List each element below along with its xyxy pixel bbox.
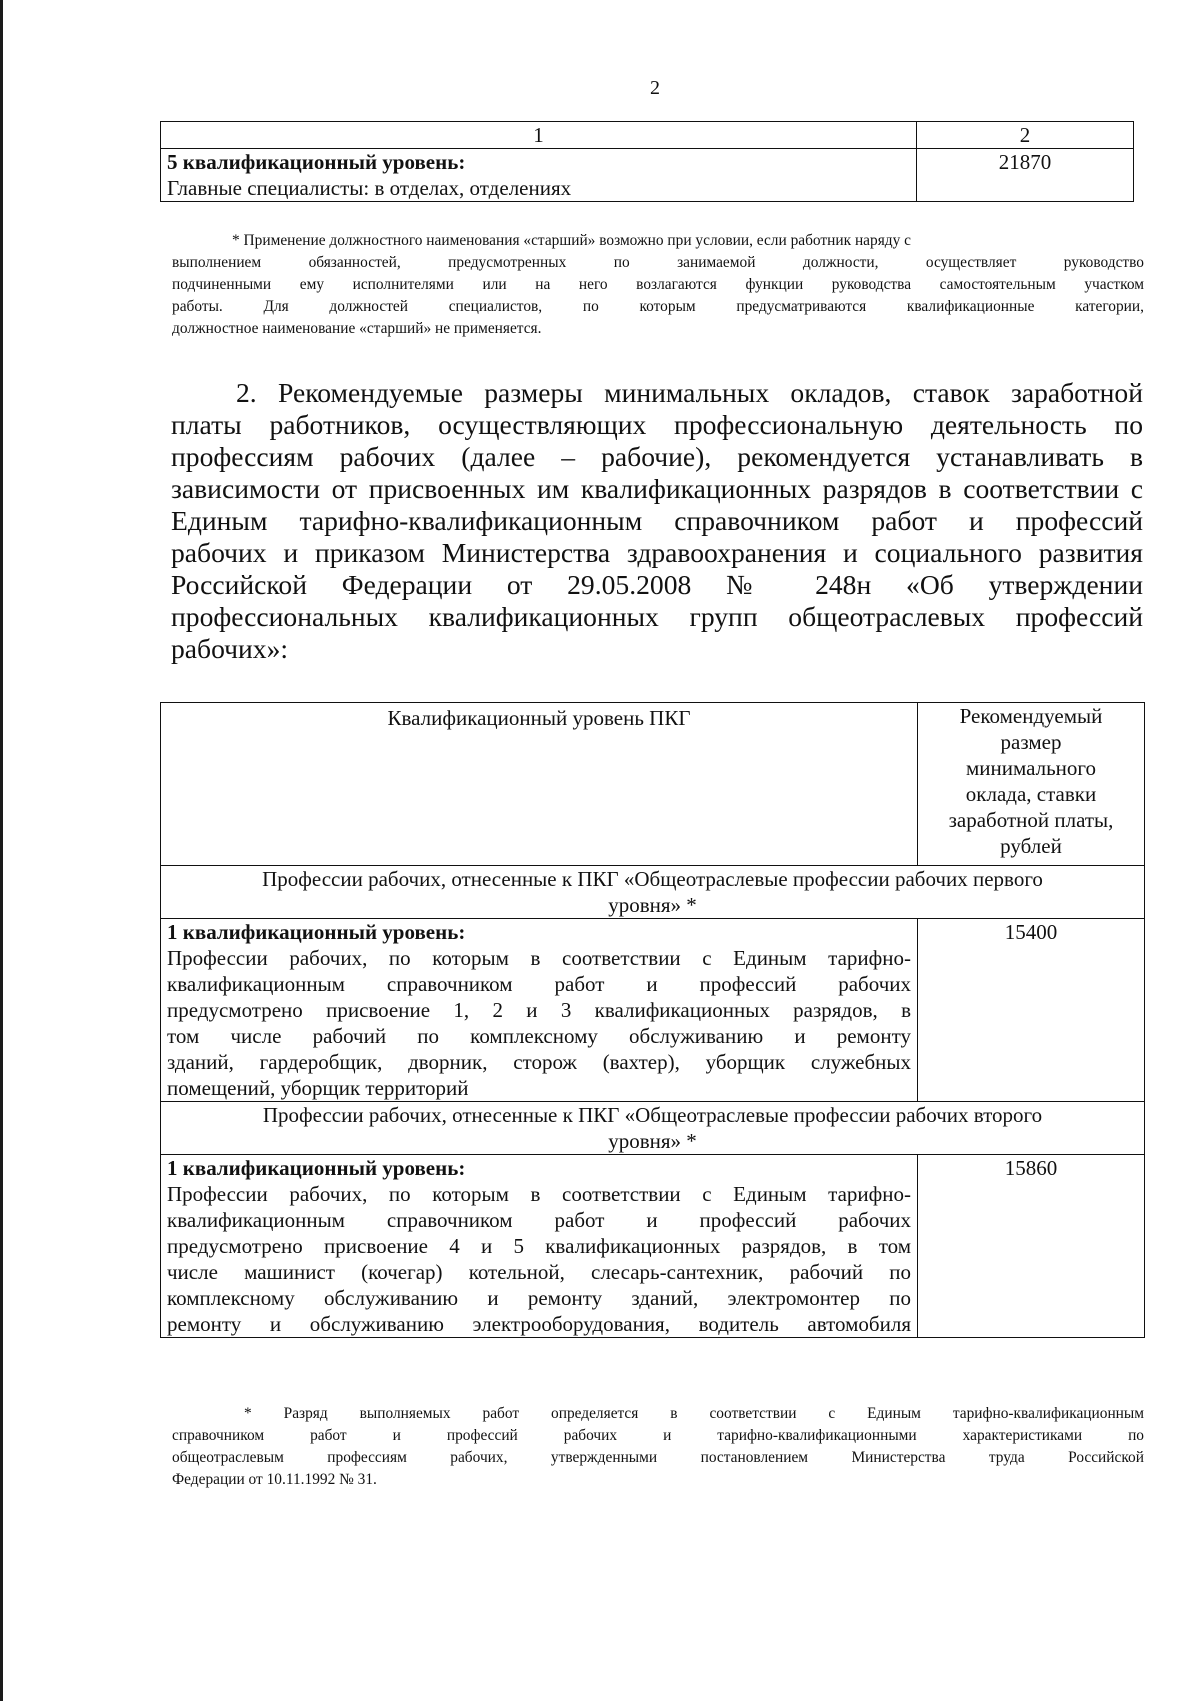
group-title-line: уровня» * (608, 893, 697, 917)
salary-value: 21870 (917, 149, 1134, 202)
header-line: размер (1000, 730, 1062, 754)
description-line: помещений, уборщик территорий (167, 1076, 469, 1100)
footnote-line: справочником работ и профессий рабочих и тарифно-квалификационными характеристиками по (172, 1427, 1144, 1444)
paragraph-line: платы работников, осуществляющих профессиональную деятельность по (171, 409, 1143, 440)
description-line: квалификационным справочником работ и профессий рабочих (167, 972, 911, 996)
description-line: комплексному обслуживанию и ремонту зданий, электромонтер по (167, 1286, 911, 1310)
salary-value: 15860 (918, 1155, 1145, 1338)
footnote-line: * Применение должностного наименования «старший» возможно при условии, если работник наряду с (232, 232, 911, 249)
description-line: квалификационным справочником работ и профессий рабочих (167, 1208, 911, 1232)
level-cell (161, 919, 918, 1102)
description-line: ремонту и обслуживанию электрооборудования, водитель автомобиля (167, 1312, 911, 1336)
header-line: Рекомендуемый (959, 704, 1103, 728)
top-table (160, 121, 1134, 202)
description-line: том числе рабочий по комплексному обслуживанию и ремонту (167, 1024, 911, 1048)
group-row-first-level (161, 866, 1145, 919)
paragraph-line: 2. Рекомендуемые размеры минимальных окладов, ставок заработной (236, 377, 1143, 408)
description-line: Профессии рабочих, по которым в соответствии с Единым тарифно- (167, 1182, 911, 1206)
footnote-line: работы. Для должностей специалистов, по которым предусматриваются квалификационные категории, (172, 298, 1144, 315)
header-line: оклада, ставки (965, 782, 1097, 806)
header-line: заработной платы, (948, 808, 1114, 832)
table-row (161, 149, 1134, 202)
header-recommended-salary (918, 703, 1145, 866)
paragraph-line: зависимости от присвоенных им квалификационных разрядов в соответствии с (171, 473, 1143, 504)
level-description: Главные специалисты: в отделах, отделениях (167, 176, 572, 200)
group-title (161, 1102, 1145, 1155)
column-header-1: 1 (161, 122, 917, 149)
level-cell (161, 149, 917, 202)
table-row (161, 919, 1145, 1102)
column-header-2: 2 (917, 122, 1134, 149)
group-title-line: Профессии рабочих, отнесенные к ПКГ «Общеотраслевые профессии рабочих второго (262, 1103, 1043, 1127)
description-line: предусмотрено присвоение 4 и 5 квалификационных разрядов, в том (167, 1234, 911, 1258)
description-line: зданий, гардеробщик, дворник, сторож (вахтер), уборщик служебных (167, 1050, 911, 1074)
group-row-second-level (161, 1102, 1145, 1155)
header-line: минимального (965, 756, 1097, 780)
paragraph-line: рабочих и приказом Министерства здравоохранения и социального развития (171, 537, 1143, 568)
paragraph-line: Российской Федерации от 29.05.2008 № 248н «Об утверждении (171, 569, 1143, 600)
group-title (161, 866, 1145, 919)
level-cell (161, 1155, 918, 1338)
table-header-row (161, 703, 1145, 866)
level-title: 1 квалификационный уровень: (167, 920, 466, 944)
table-row (161, 1155, 1145, 1338)
footnote-line: должностное наименование «старший» не применяется. (172, 320, 542, 337)
level-title: 1 квалификационный уровень: (167, 1156, 466, 1180)
footnote-line: общеотраслевым профессиям рабочих, утвержденными постановлением Министерства труда Российской (172, 1449, 1144, 1466)
paragraph-line: профессиям рабочих (далее – рабочие), рекомендуется устанавливать в (171, 441, 1143, 472)
footnote-line: * Разряд выполняемых работ определяется в соответствии с Единым тарифно-квалификационным (244, 1405, 1144, 1422)
table-header-row (161, 122, 1134, 149)
description-line: Профессии рабочих, по которым в соответствии с Единым тарифно- (167, 946, 911, 970)
footnote-line: подчиненными ему исполнителями или на него возлагаются функции руководства самостоятельным участком (172, 276, 1144, 293)
footnote-rank (172, 1403, 1144, 1491)
description-line: числе машинист (кочегар) котельной, слесарь-сантехник, рабочий по (167, 1260, 911, 1284)
page-number: 2 (650, 77, 660, 99)
level-title: 5 квалификационный уровень: (167, 150, 466, 174)
description-line: предусмотрено присвоение 1, 2 и 3 квалификационных разрядов, в (167, 998, 911, 1022)
group-title-line: уровня» * (608, 1129, 697, 1153)
footnote-line: Федерации от 10.11.1992 № 31. (172, 1471, 377, 1488)
salary-table (160, 702, 1145, 1338)
paragraph-line: рабочих»: (171, 633, 289, 664)
footnote-line: выполнением обязанностей, предусмотренных по занимаемой должности, осуществляет руководство (172, 254, 1144, 271)
header-qualification-level: Квалификационный уровень ПКГ (161, 703, 918, 866)
paragraph-line: профессиональных квалификационных групп общеотраслевых профессий (171, 601, 1143, 632)
header-line: рублей (1000, 834, 1062, 858)
main-paragraph (171, 377, 1143, 665)
footnote-senior-title (172, 230, 1144, 340)
group-title-line: Профессии рабочих, отнесенные к ПКГ «Общеотраслевые профессии рабочих первого (262, 867, 1043, 891)
scan-edge (0, 0, 3, 1701)
paragraph-line: Единым тарифно-квалификационным справочником работ и профессий (171, 505, 1143, 536)
salary-value: 15400 (918, 919, 1145, 1102)
